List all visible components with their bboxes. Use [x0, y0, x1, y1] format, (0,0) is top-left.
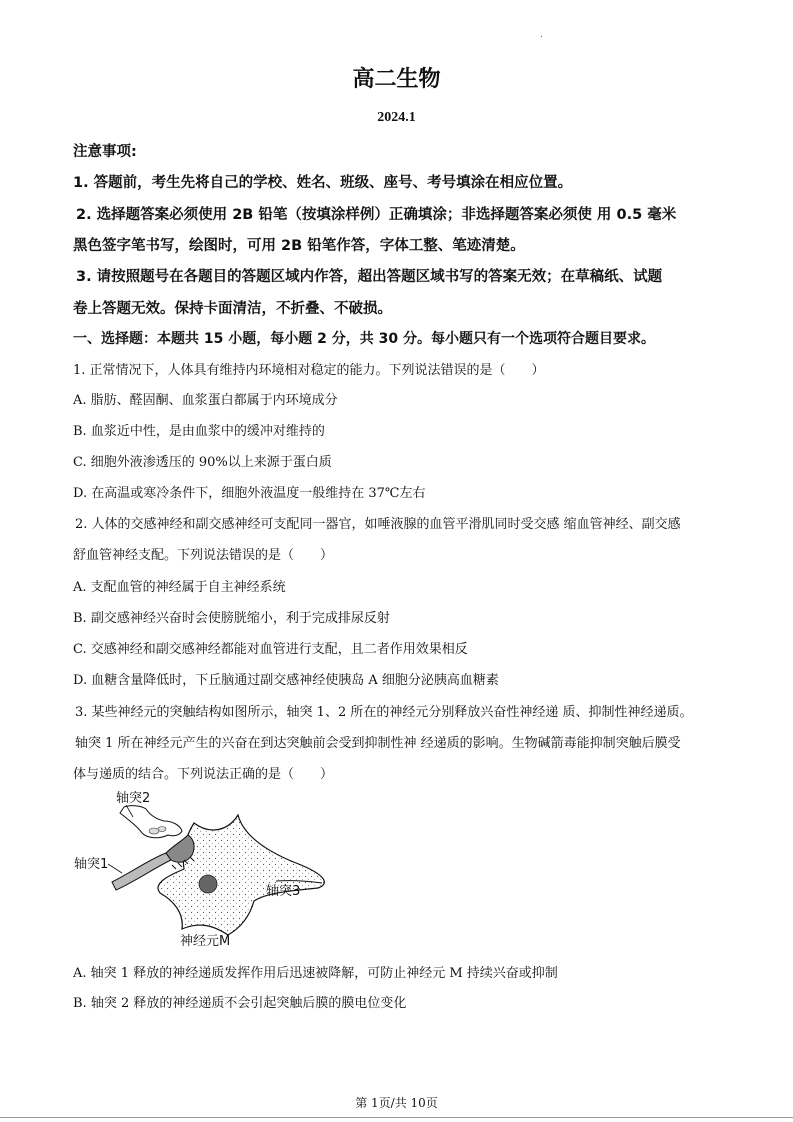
notice-item-2-line-1: 2. 选择题答案必须使用 2B 铅笔（按填涂样例）正确填涂；非选择题答案必须使 用 0.5 毫米 [76, 207, 677, 223]
q3-option-b: B. 轴突 2 释放的神经递质不会引起突触后膜的膜电位变化 [73, 996, 407, 1011]
label-axon-3: 轴突3 [266, 884, 301, 899]
q3-option-a: A. 轴突 1 释放的神经递质发挥作用后迅速被降解，可防止神经元 M 持续兴奋或抑制 [73, 966, 558, 981]
q2-option-d: D. 血糖含量降低时，下丘脑通过副交感神经使胰岛 A 细胞分泌胰高血糖素 [73, 673, 499, 688]
q2-stem-line-2: 舒血管神经支配。下列说法错误的是（ ） [73, 548, 334, 563]
q3-stem-line-2: 轴突 1 所在神经元产生的兴奋在到达突触前会受到抑制性神 经递质的影响。生物碱箭毒能抑制突触后膜受 [75, 736, 681, 751]
vesicle [158, 827, 166, 832]
label-neuron-m: 神经元M [180, 934, 231, 949]
notice-item-3-line-1: 3. 请按照题号在各题目的答题区域内作答，超出答题区域书写的答案无效；在草稿纸、试题 [76, 269, 663, 285]
notice-item-1: 1. 答题前，考生先将自己的学校、姓名、班级、座号、考号填涂在相应位置。 [73, 175, 573, 191]
q2-option-c: C. 交感神经和副交感神经都能对血管进行支配，且二者作用效果相反 [73, 642, 468, 657]
q3-stem-line-3: 体与递质的结合。下列说法正确的是（ ） [73, 767, 334, 782]
neuron-m-body [158, 815, 324, 935]
notice-item-2-line-2: 黑色签字笔书写，绘图时，可用 2B 铅笔作答，字体工整、笔迹清楚。 [73, 238, 525, 254]
label-axon-1: 轴突1 [74, 857, 109, 872]
nucleus [199, 875, 217, 893]
page-title: 高二生物 [352, 67, 441, 92]
exam-date: 2024.1 [377, 110, 416, 125]
footer-rule [0, 1117, 793, 1118]
q2-stem-line-1: 2. 人体的交感神经和副交感神经可支配同一器官，如唾液腺的血管平滑肌同时受交感 缩血管神经、副交感 [75, 517, 681, 532]
q2-option-a: A. 支配血管的神经属于自主神经系统 [73, 580, 286, 595]
synapse-figure [70, 785, 330, 950]
q1-stem: 1. 正常情况下，人体具有维持内环境相对稳定的能力。下列说法错误的是（ ） [73, 363, 545, 378]
scan-mark: . [540, 30, 543, 40]
q1-option-d: D. 在高温或寒冷条件下，细胞外液温度一般维持在 37℃左右 [73, 486, 426, 501]
section-heading: 一、选择题：本题共 15 小题，每小题 2 分，共 30 分。每小题只有一个选项符合题目要求。 [73, 331, 655, 347]
notice-heading: 注意事项: [73, 144, 137, 160]
q1-option-b: B. 血浆近中性，是由血浆中的缓冲对维持的 [73, 424, 325, 439]
page-number: 第 1页/共 10页 [355, 1096, 438, 1110]
vesicle [149, 828, 159, 834]
pointer-axon-1 [108, 864, 122, 873]
q2-option-b: B. 副交感神经兴奋时会使膀胱缩小，利于完成排尿反射 [73, 611, 390, 626]
notice-item-3-line-2: 卷上答题无效。保持卡面清洁，不折叠、不破损。 [73, 301, 392, 317]
q3-stem-line-1: 3. 某些神经元的突触结构如图所示，轴突 1、2 所在的神经元分别释放兴奋性神经递 质、抑制性神经递质。 [75, 705, 693, 720]
q1-option-c: C. 细胞外液渗透压的 90%以上来源于蛋白质 [73, 455, 332, 470]
q1-option-a: A. 脂肪、醛固酮、血浆蛋白都属于内环境成分 [73, 393, 338, 408]
axon-1-terminal [166, 835, 194, 862]
label-axon-2: 轴突2 [116, 791, 151, 806]
